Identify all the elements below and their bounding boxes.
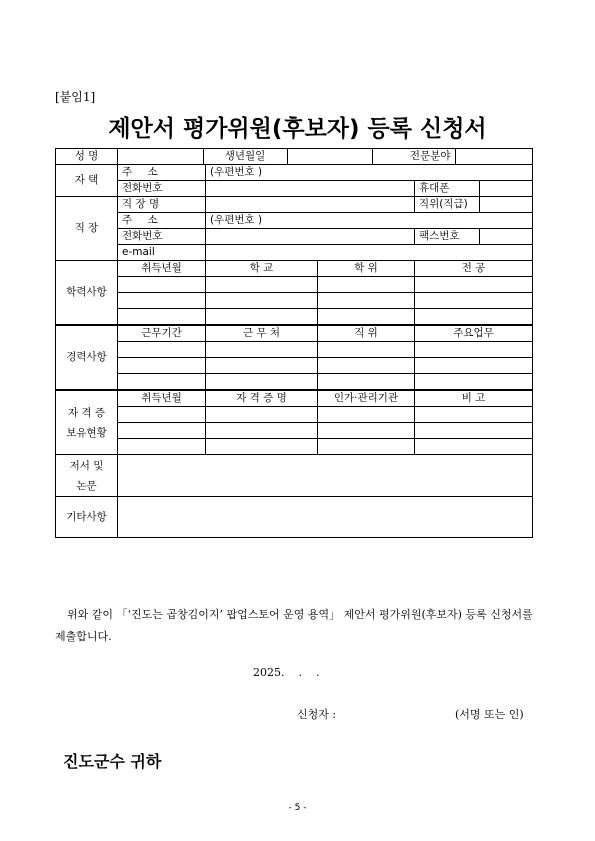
cell[interactable] <box>415 293 533 309</box>
career-col-header: 직 위 <box>318 326 415 342</box>
education-col-header: 학 교 <box>206 261 318 277</box>
cell[interactable] <box>415 374 533 390</box>
email-field[interactable] <box>206 245 533 261</box>
email-label: e-mail <box>118 245 206 261</box>
education-col-header: 전 공 <box>415 261 533 277</box>
license-col-header: 인가·관리기관 <box>318 391 415 407</box>
position-field[interactable] <box>480 197 533 212</box>
cell[interactable] <box>206 374 318 390</box>
birth-field[interactable] <box>287 149 372 164</box>
etc-field[interactable] <box>118 497 533 538</box>
mobile-label: 휴대폰 <box>415 181 480 196</box>
cell[interactable] <box>415 309 533 325</box>
home-address-row <box>56 165 533 181</box>
mobile-field[interactable] <box>480 181 533 196</box>
cell[interactable] <box>206 309 318 325</box>
license-col-header: 비 고 <box>415 391 533 407</box>
career-col-header: 근무기간 <box>118 326 206 342</box>
signature-label: (서명 또는 인) <box>455 708 524 721</box>
education-entry-row[interactable] <box>56 293 533 309</box>
cell[interactable] <box>118 423 206 439</box>
applicant-label: 신청자 : <box>297 708 337 721</box>
license-entry-row[interactable] <box>56 423 533 439</box>
papers-row <box>56 455 533 497</box>
home-postal-field[interactable]: (우편번호 ) <box>206 165 533 181</box>
work-phone-label: 전화번호 <box>118 229 206 245</box>
education-label: 학력사항 <box>56 261 118 325</box>
work-address-row <box>56 213 533 229</box>
cell[interactable] <box>118 309 206 325</box>
cell[interactable] <box>318 293 415 309</box>
work-phone-field[interactable] <box>206 229 415 245</box>
home-address-label: 주 소 <box>118 165 206 181</box>
document-title: 제안서 평가위원(후보자) 등록 신청서 <box>108 116 487 142</box>
workplace-row <box>56 197 533 213</box>
career-entry-row[interactable] <box>56 374 533 390</box>
cell[interactable] <box>118 293 206 309</box>
cell[interactable] <box>415 358 533 374</box>
license-col-header: 자 격 증 명 <box>206 391 318 407</box>
career-col-header: 주요업무 <box>415 326 533 342</box>
birth-label: 생년월일 <box>203 149 287 164</box>
papers-label <box>56 455 118 497</box>
cell[interactable] <box>318 423 415 439</box>
license-entry-row[interactable] <box>56 407 533 423</box>
cell[interactable] <box>318 342 415 358</box>
career-entry-row[interactable] <box>56 342 533 358</box>
license-col-header: 취득년월 <box>118 391 206 407</box>
cell[interactable] <box>318 309 415 325</box>
page-number: - 5 - <box>288 803 307 813</box>
etc-row <box>56 497 533 538</box>
cell[interactable] <box>206 358 318 374</box>
attachment-label: [붙임1] <box>55 90 96 104</box>
cell[interactable] <box>318 439 415 455</box>
cell[interactable] <box>415 407 533 423</box>
home-label: 자 택 <box>56 165 118 197</box>
cell[interactable] <box>318 358 415 374</box>
fax-label: 팩스번호 <box>415 229 480 244</box>
cell[interactable] <box>318 374 415 390</box>
name-field[interactable] <box>118 149 203 164</box>
cell[interactable] <box>118 407 206 423</box>
date-line: 2025. . . <box>253 666 320 679</box>
name-label: 성 명 <box>56 149 118 165</box>
cell[interactable] <box>318 407 415 423</box>
education-entry-row[interactable] <box>56 277 533 293</box>
name-row <box>56 149 533 165</box>
career-header-row <box>56 326 533 342</box>
education-header-row <box>56 261 533 277</box>
license-label-line1: 자 격 증 <box>67 406 106 419</box>
license-entry-row[interactable] <box>56 439 533 455</box>
cell[interactable] <box>118 358 206 374</box>
cell[interactable] <box>206 439 318 455</box>
workplace-label: 직 장 명 <box>118 197 206 213</box>
career-entry-row[interactable] <box>56 358 533 374</box>
email-row <box>56 245 533 261</box>
home-phone-label: 전화번호 <box>118 181 206 197</box>
cell[interactable] <box>415 277 533 293</box>
career-label: 경력사항 <box>56 326 118 390</box>
license-label <box>56 391 118 455</box>
license-header-row <box>56 391 533 407</box>
cell[interactable] <box>415 423 533 439</box>
home-phone-field[interactable] <box>206 181 415 197</box>
work-phone-row <box>56 229 533 245</box>
work-address-label: 주 소 <box>118 213 206 229</box>
license-label-line2: 보유현황 <box>66 426 107 439</box>
work-label: 직 장 <box>56 197 118 261</box>
cell[interactable] <box>118 374 206 390</box>
home-phone-row <box>56 181 533 197</box>
career-col-header: 근 무 처 <box>206 326 318 342</box>
papers-label-line1: 저서 및 <box>69 459 104 472</box>
cell[interactable] <box>206 423 318 439</box>
field-field[interactable] <box>455 149 533 164</box>
cell[interactable] <box>206 293 318 309</box>
papers-label-line2: 논문 <box>76 479 97 492</box>
education-col-header: 학 위 <box>318 261 415 277</box>
application-form-table <box>55 148 533 538</box>
field-label: 전문분야 <box>372 149 455 164</box>
cell[interactable] <box>318 277 415 293</box>
declaration-text: 위와 같이 「‘진도는 곱창김이지’ 팝업스토어 운영 용역」 제안서 평가위원(후보자) 등록 신청서를 제출합니다. <box>55 608 533 643</box>
education-entry-row[interactable] <box>56 309 533 325</box>
papers-field[interactable] <box>118 455 533 497</box>
etc-label: 기타사항 <box>56 497 118 538</box>
cell[interactable] <box>206 277 318 293</box>
cell[interactable] <box>415 342 533 358</box>
education-col-header: 취득년월 <box>118 261 206 277</box>
cell[interactable] <box>118 342 206 358</box>
cell[interactable] <box>206 407 318 423</box>
fax-field[interactable] <box>480 229 533 244</box>
position-label: 직위(직급) <box>415 197 480 212</box>
cell[interactable] <box>118 439 206 455</box>
addressee: 진도군수 귀하 <box>63 752 162 771</box>
workplace-field[interactable] <box>206 197 415 213</box>
cell[interactable] <box>206 342 318 358</box>
work-postal-field[interactable]: (우편번호 ) <box>206 213 533 229</box>
cell[interactable] <box>415 439 533 455</box>
cell[interactable] <box>118 277 206 293</box>
